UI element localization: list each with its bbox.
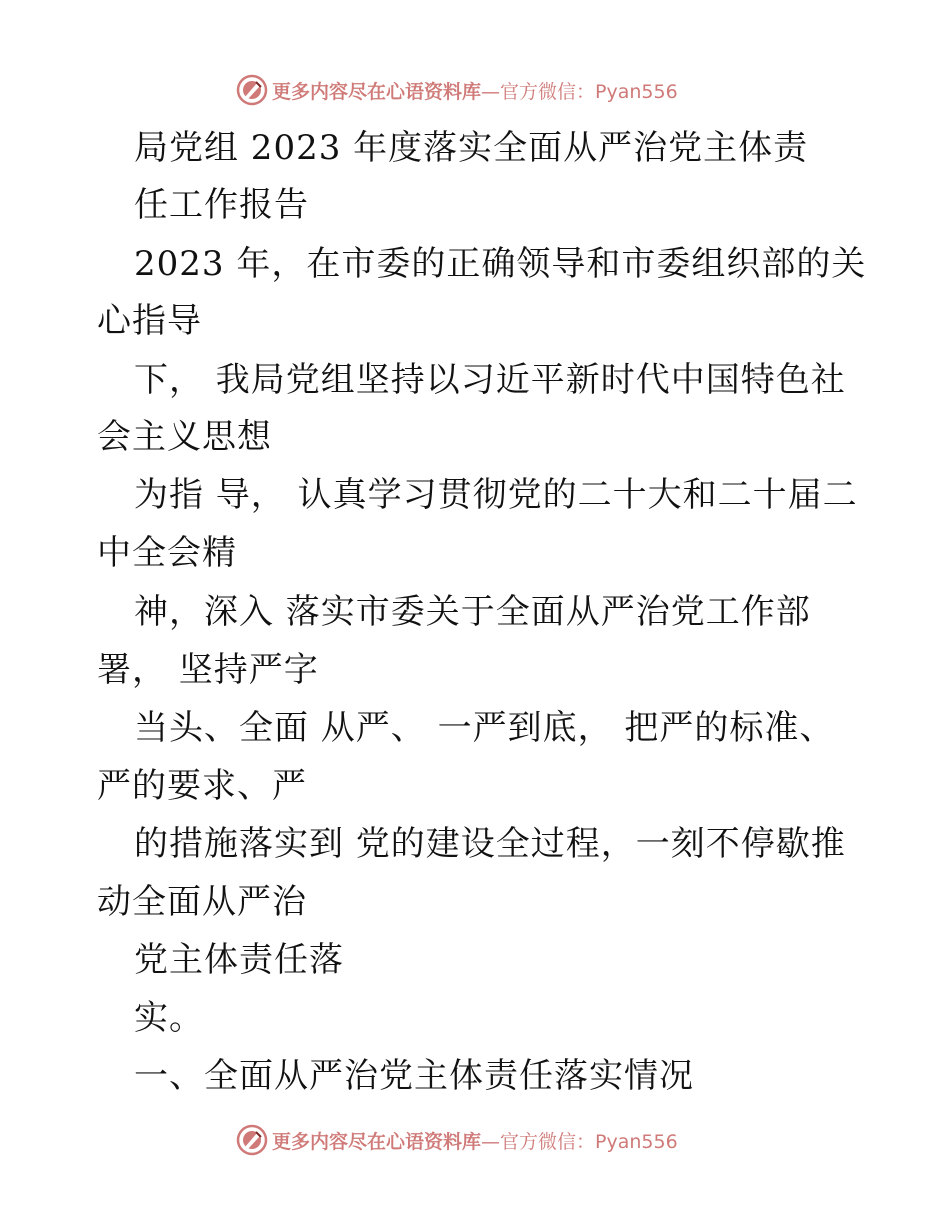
paragraph-line: 下， 我局党组坚持以习近平新时代中国特色社 [134, 360, 846, 400]
paragraph-line: 严的要求、严 [97, 766, 307, 806]
paragraph-line: 实。 [134, 998, 204, 1038]
paragraph-line: 动全面从严治 [97, 882, 307, 922]
pen-seal-logo-icon [236, 1124, 268, 1156]
section-heading: 一、全面从严治党主体责任落实情况 [134, 1056, 694, 1096]
paragraph-line: 署， 坚持严字 [97, 650, 319, 690]
header-watermark [236, 73, 678, 107]
paragraph-line: 党主体责任落 [134, 940, 344, 980]
doc-title-line-1: 局党组 2023 年度落实全面从严治党主体责 [134, 128, 809, 168]
watermark-text: 更多内容尽在心语资料库 [272, 1130, 482, 1153]
pen-seal-logo-icon [236, 74, 268, 106]
paragraph-line: 当头、全面 从严、 一严到底， 把严的标准、 [134, 708, 835, 748]
paragraph-line: 2023 年，在市委的正确领导和市委组织部的关 [134, 244, 867, 284]
paragraph-line: 心指导 [97, 301, 202, 341]
paragraph-line: 中全会精 [97, 533, 237, 573]
paragraph-line: 为指 导， 认真学习贯彻党的二十大和二十届二 [134, 475, 858, 515]
paragraph-line: 神，深入 落实市委关于全面从严治党工作部 [134, 592, 811, 632]
paragraph-line: 的措施落实到 党的建设全过程，一刻不停歇推 [134, 824, 846, 864]
watermark-text: 更多内容尽在心语资料库 [272, 80, 482, 103]
footer-watermark [236, 1123, 678, 1157]
paragraph-line: 会主义思想 [97, 417, 272, 457]
watermark-wechat: —官方微信：Pyan556 [481, 80, 678, 103]
watermark-wechat: —官方微信：Pyan556 [481, 1130, 678, 1153]
doc-title-line-2: 任工作报告 [134, 185, 309, 225]
